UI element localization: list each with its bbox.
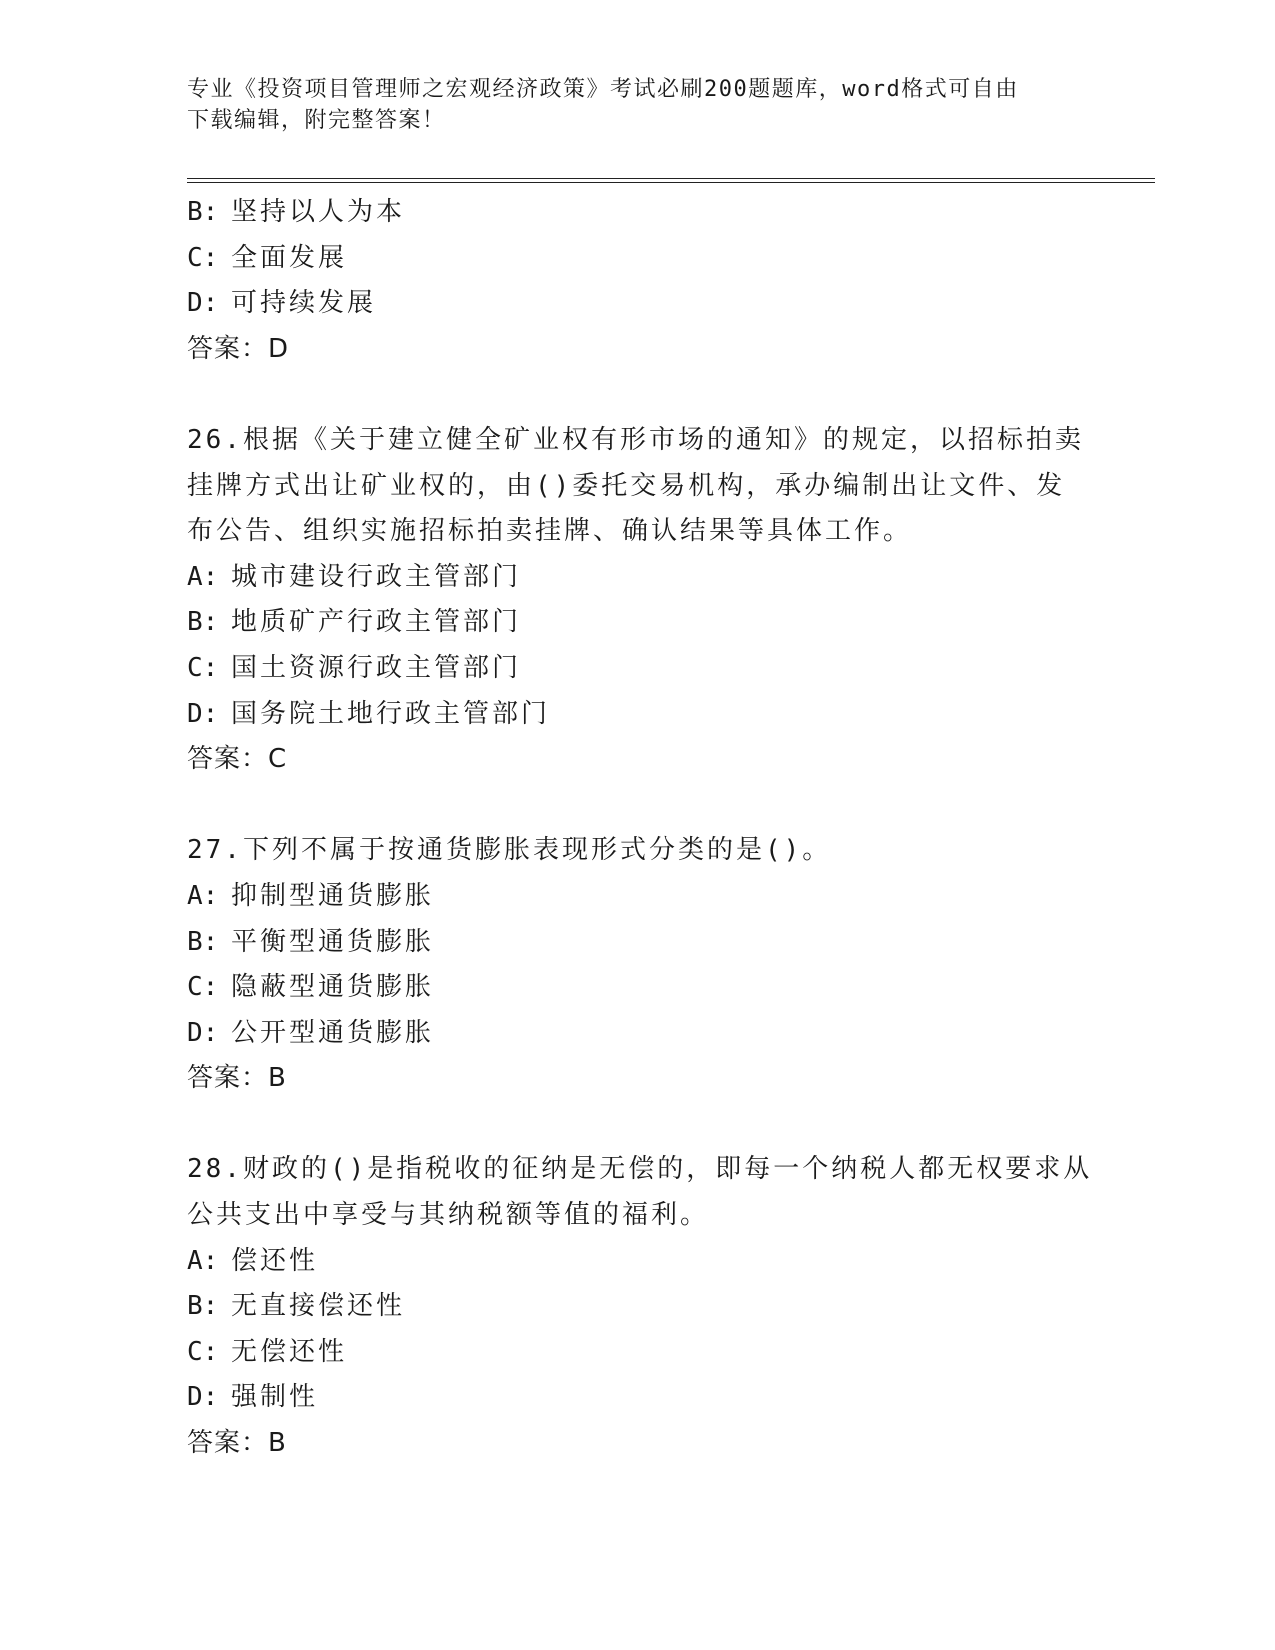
header-line: 专业《投资项目管理师之宏观经济政策》考试必刷200题题库，word格式可自由 — [187, 77, 1019, 102]
option-key: B: — [187, 607, 219, 638]
question-partial — [187, 190, 1087, 372]
option-text: 全面发展 — [231, 242, 348, 273]
option-line — [187, 1330, 1087, 1376]
spacer — [187, 1102, 1087, 1148]
option-line — [187, 190, 1087, 236]
option-key: C: — [187, 652, 219, 683]
option-line — [187, 1239, 1087, 1285]
option-text: 坚持以人为本 — [231, 197, 406, 227]
question-stem-line: 挂牌方式出让矿业权的，由()委托交易机构，承办编制出让文件、发 — [187, 470, 1066, 501]
option-line — [187, 965, 1087, 1011]
option-line — [187, 1375, 1087, 1421]
option-line — [187, 555, 1087, 601]
header-divider — [187, 178, 1155, 183]
option-line — [187, 1011, 1087, 1057]
option-text: 地质矿产行政主管部门 — [231, 607, 522, 638]
option-key: D: — [187, 1017, 219, 1048]
option-text: 无直接偿还性 — [231, 1291, 406, 1322]
option-key: D: — [187, 698, 219, 729]
question-26 — [187, 418, 1087, 783]
header-line: 下载编辑，附完整答案！ — [187, 108, 446, 133]
page-header — [187, 74, 1087, 136]
option-key: B: — [187, 926, 219, 957]
question-stem-line: 布公告、组织实施招标拍卖挂牌、确认结果等具体工作。 — [187, 516, 913, 547]
question-stem-line: 28.财政的()是指税收的征纳是无偿的，即每一个纳税人都无权要求从 — [187, 1154, 1093, 1185]
option-text: 偿还性 — [231, 1245, 319, 1276]
option-text: 城市建设行政主管部门 — [231, 561, 522, 592]
option-text: 国务院土地行政主管部门 — [231, 698, 551, 729]
answer-line: 答案：D — [187, 333, 290, 364]
option-line — [187, 236, 1087, 282]
question-28 — [187, 1147, 1093, 1466]
option-key: B: — [187, 1291, 219, 1322]
option-line — [187, 600, 1087, 646]
option-key: D: — [187, 1382, 219, 1413]
question-stem-line: 27.下列不属于按通货膨胀表现形式分类的是()。 — [187, 835, 832, 866]
spacer — [187, 372, 1087, 418]
answer-line: 答案：C — [187, 744, 288, 775]
option-text: 强制性 — [231, 1382, 319, 1413]
option-text: 国土资源行政主管部门 — [231, 652, 522, 683]
option-text: 可持续发展 — [231, 288, 377, 319]
question-stem-line: 公共支出中享受与其纳税额等值的福利。 — [187, 1200, 710, 1231]
option-line — [187, 920, 1087, 966]
option-key: A: — [187, 561, 219, 592]
answer-line: 答案：B — [187, 1428, 287, 1459]
option-key: C: — [187, 972, 219, 1003]
option-text: 无偿还性 — [231, 1336, 348, 1367]
question-stem-line: 26.根据《关于建立健全矿业权有形市场的通知》的规定，以招标拍卖 — [187, 424, 1084, 455]
option-text: 平衡型通货膨胀 — [231, 926, 435, 957]
option-key: C: — [187, 242, 219, 273]
option-key: A: — [187, 1245, 219, 1276]
option-line — [187, 281, 1087, 327]
option-text: 隐蔽型通货膨胀 — [231, 972, 435, 1003]
option-key: A: — [187, 880, 219, 911]
answer-line: 答案：B — [187, 1063, 287, 1094]
option-text: 公开型通货膨胀 — [231, 1017, 435, 1048]
question-list — [187, 190, 1093, 1467]
option-key: B: — [187, 197, 219, 227]
spacer — [187, 783, 1087, 829]
option-line — [187, 874, 1087, 920]
option-key: C: — [187, 1336, 219, 1367]
question-27 — [187, 828, 1087, 1102]
option-line — [187, 646, 1087, 692]
option-key: D: — [187, 288, 219, 319]
option-line — [187, 1284, 1087, 1330]
option-text: 抑制型通货膨胀 — [231, 880, 435, 911]
option-line — [187, 692, 1087, 738]
